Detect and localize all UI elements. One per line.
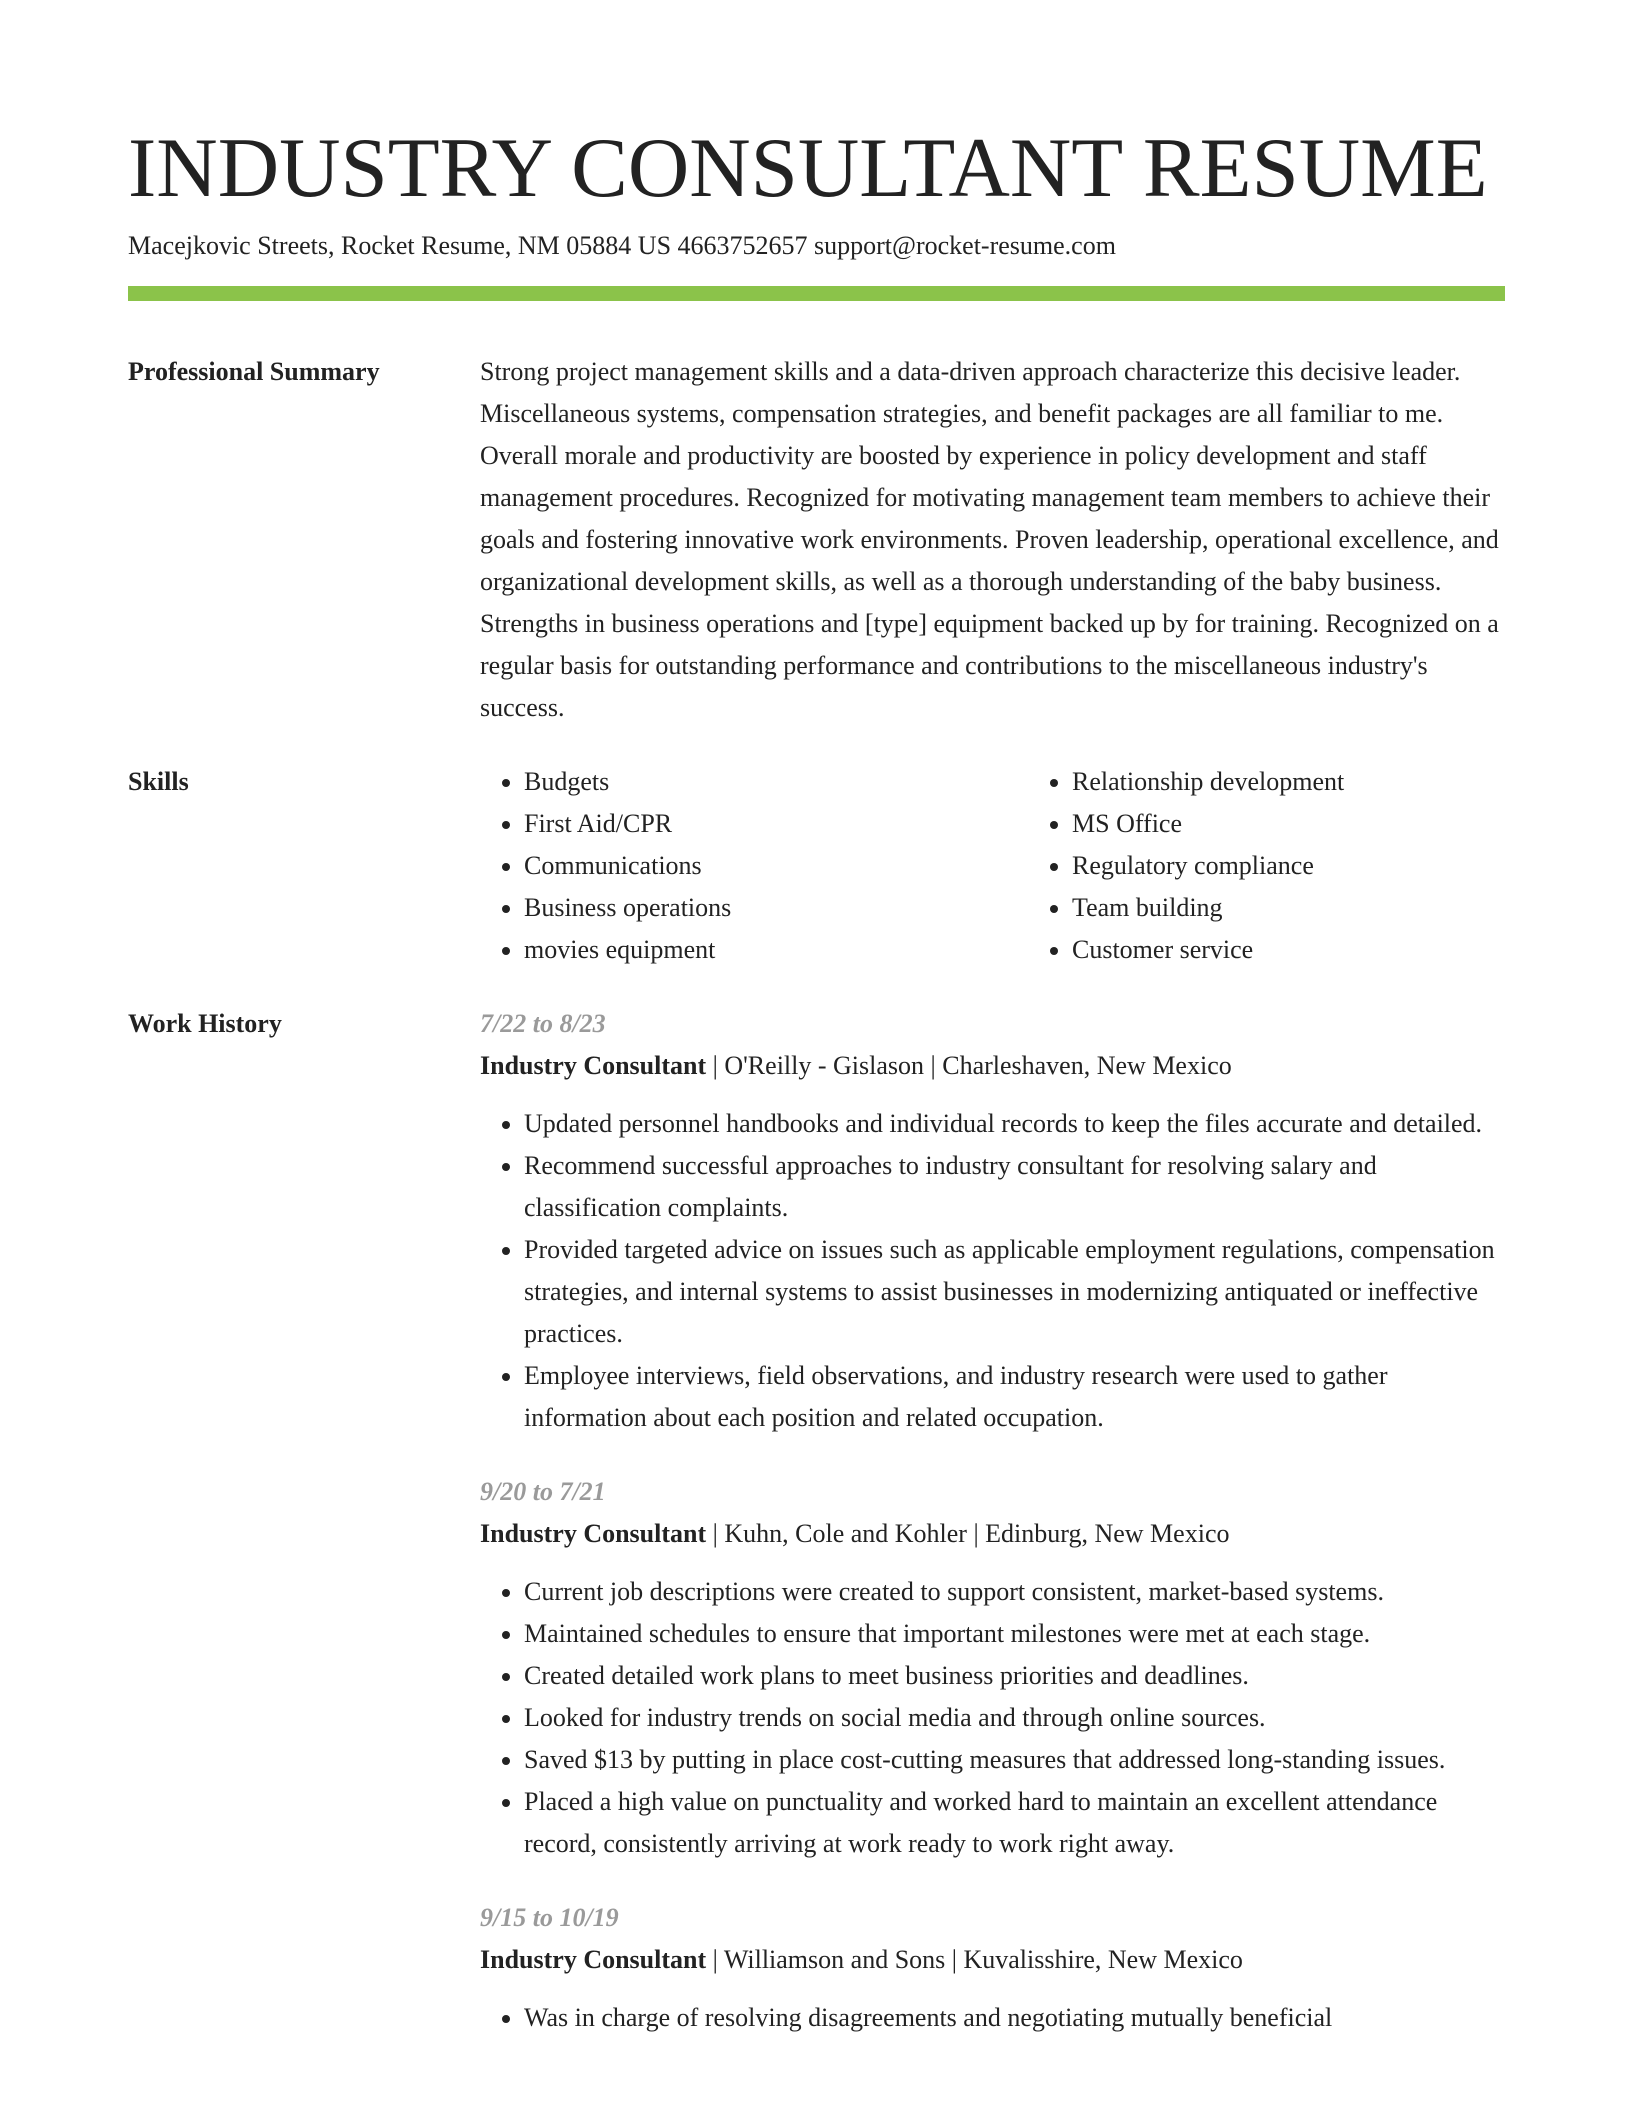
duty-item: • Saved $13 by putting in place cost-cutting measures that addressed long-standing issues. [524, 1739, 1505, 1781]
duty-item: • Placed a high value on punctuality and worked hard to maintain an excellent attendance record, consistently arriving at work ready to work right away. [524, 1781, 1505, 1865]
resume-title: INDUSTRY CONSULTANT RESUME [128, 121, 1488, 215]
skill-item: • movies equipment [524, 929, 1028, 971]
job-heading [480, 1939, 1505, 1981]
job-employer-location: | Williamson and Sons | Kuvalisshire, New Mexico [706, 1945, 1243, 1974]
duty-item: • Updated personnel handbooks and individual records to keep the files accurate and detailed. [524, 1103, 1505, 1145]
job-dates: 9/15 to 10/19 [480, 1903, 619, 1932]
skill-item: • Regulatory compliance [1072, 845, 1576, 887]
duty-item: • Was in charge of resolving disagreements and negotiating mutually beneficial [524, 1997, 1505, 2039]
duty-item: • Recommend successful approaches to industry consultant for resolving salary and classification complaints. [524, 1145, 1505, 1229]
duty-item: • Maintained schedules to ensure that important milestones were met at each stage. [524, 1613, 1505, 1655]
skill-item: • Team building [1072, 887, 1576, 929]
section-label: Work History [128, 1009, 282, 1038]
duty-item: • Looked for industry trends on social media and through online sources. [524, 1697, 1505, 1739]
job-entry [480, 1003, 1505, 1439]
job-title: Industry Consultant [480, 1519, 707, 1548]
job-entry [480, 1897, 1505, 2039]
job-duties [480, 1571, 1505, 1865]
job-heading [480, 1045, 1505, 1087]
job-title: Industry Consultant [480, 1945, 707, 1974]
skills-section [128, 761, 1505, 971]
job-entry [480, 1471, 1505, 1865]
accent-divider [128, 286, 1505, 301]
job-dates: 7/22 to 8/23 [480, 1009, 606, 1038]
section-label: Skills [128, 767, 189, 796]
professional-summary-section [128, 351, 1505, 729]
section-label: Professional Summary [128, 357, 380, 386]
job-duties [480, 1997, 1505, 2039]
skills-list-right [1028, 761, 1576, 971]
work-history-section [128, 1003, 1505, 2071]
skill-item: • Communications [524, 845, 1028, 887]
resume-page [128, 118, 1505, 2071]
duty-item: • Employee interviews, field observations, and industry research were used to gather information about each position and related occupation. [524, 1355, 1505, 1439]
duty-item: • Provided targeted advice on issues such as applicable employment regulations, compensation strategies, and internal systems to assist businesses in modernizing antiquated or ineffective practices. [524, 1229, 1505, 1355]
job-title: Industry Consultant [480, 1051, 707, 1080]
skill-item: • Business operations [524, 887, 1028, 929]
skills-list-left [480, 761, 1028, 971]
skill-item: • First Aid/CPR [524, 803, 1028, 845]
summary-text: Strong project management skills and a data-driven approach characterize this decisive leader. Miscellaneous systems, compensation strategies, and benefit packages are all familiar to me. Overall morale and productivity are boosted by experience in policy development and staff management procedures. Recognized for motivating management team members to achieve their goals and fostering innovative work environments. Proven leadership, operational excellence, and organizational development skills, as well as a thorough understanding of the baby business. Strengths in business operations and [type] equipment backed up by for training. Recognized on a regular basis for outstanding performance and contributions to the miscellaneous industry's success. [480, 357, 1499, 722]
job-heading [480, 1513, 1505, 1555]
duty-item: • Created detailed work plans to meet business priorities and deadlines. [524, 1655, 1505, 1697]
job-duties [480, 1103, 1505, 1439]
contact-line: Macejkovic Streets, Rocket Resume, NM 05884 US 4663752657 support@rocket-resume.com [128, 231, 1116, 260]
skill-item: • Customer service [1072, 929, 1576, 971]
job-dates: 9/20 to 7/21 [480, 1477, 606, 1506]
duty-item: • Current job descriptions were created to support consistent, market-based systems. [524, 1571, 1505, 1613]
job-employer-location: | Kuhn, Cole and Kohler | Edinburg, New Mexico [706, 1519, 1230, 1548]
skill-item: • MS Office [1072, 803, 1576, 845]
skill-item: • Relationship development [1072, 761, 1576, 803]
skill-item: • Budgets [524, 761, 1028, 803]
job-employer-location: | O'Reilly - Gislason | Charleshaven, New Mexico [706, 1051, 1232, 1080]
